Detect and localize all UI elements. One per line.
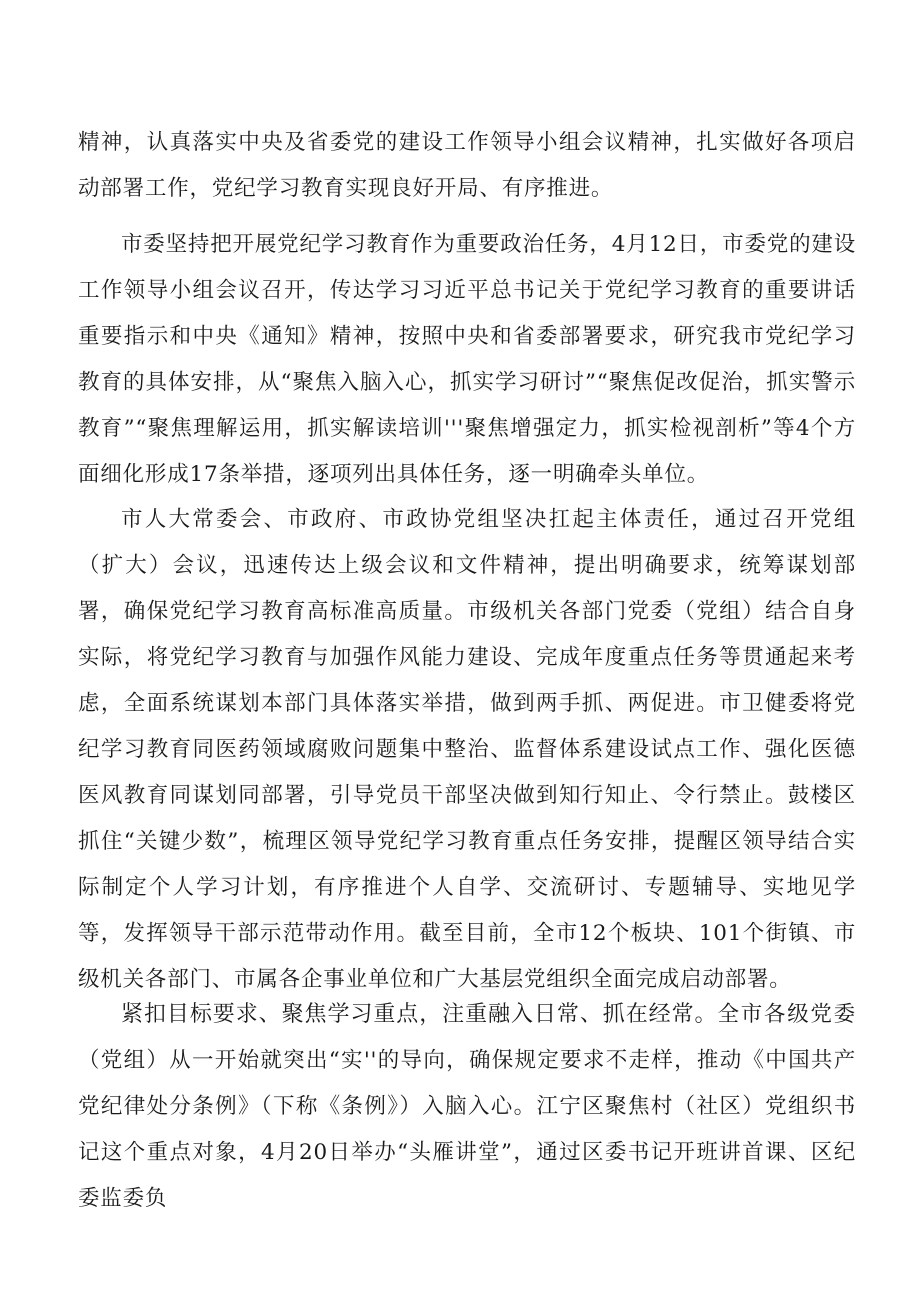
paragraph-3: 市人大常委会、市政府、市政协党组坚决扛起主体责任，通过召开党组（扩大）会议，迅速传达上级会议和文件精神，提出明确要求，统筹谋划部署，确保党纪学习教育高标准高质量。市级机关各部门党委（党组）结合自身实际，将党纪学习教育与加强作风能力建设、完成年度重点任务等贯通起来考虑，全面系统谋划本部门具体落实举措，做到两手抓、两促进。市卫健委将党纪学习教育同医药领域腐败问题集中整治、监督体系建设试点工作、强化医德医风教育同谋划同部署，引导党员干部坚决做到知行知止、令行禁止。鼓楼区抓住“关键少数”，梳理区领导党纪学习教育重点任务安排，提醒区领导结合实际制定个人学习计划，有序推进个人自学、交流研讨、专题辅导、实地见学等，发挥领导干部示范带动作用。截至目前，全市12个板块、101个街镇、市级机关各部门、市属各企事业单位和广大基层党组织全面完成启动部署。 xyxy=(78,507,856,992)
paragraph-1: 精神，认真落实中央及省委党的建设工作领导小组会议精神，扎实做好各项启动部署工作，党纪学习教育实现良好开局、有序推进。 xyxy=(78,130,856,201)
paragraph-4-body: 全市各级党委（党组）从一开始就突出“实''的导向，确保规定要求不走样，推动《中国共产党纪律处分条例》（下称《条例》）入脑入心。江宁区聚焦村（社区）党组织书记这个重点对象，4月20日举办“头雁讲堂”，通过区委书记开班讲首课、区纪委监委负 xyxy=(78,1002,856,1211)
paragraph-2: 市委坚持把开展党纪学习教育作为重要政治任务，4月12日，市委党的建设工作领导小组会议召开，传达学习习近平总书记关于党纪学习教育的重要讲话重要指示和中央《通知》精神，按照中央和省委部署要求，研究我市党纪学习教育的具体安排，从“聚焦入脑入心，抓实学习研讨”“聚焦促改促治，抓实警示教育”“聚焦理解运用，抓实解读培训'''聚焦增强定力，抓实检视剖析”等4个方面细化形成17条举措，逐项列出具体任务，逐一明确牵头单位。 xyxy=(78,232,856,487)
paragraph-4-lead-heading: 紧扣目标要求、聚焦学习重点，注重融入日常、抓在经常。 xyxy=(121,1002,718,1027)
paragraph-4 xyxy=(78,992,856,1222)
